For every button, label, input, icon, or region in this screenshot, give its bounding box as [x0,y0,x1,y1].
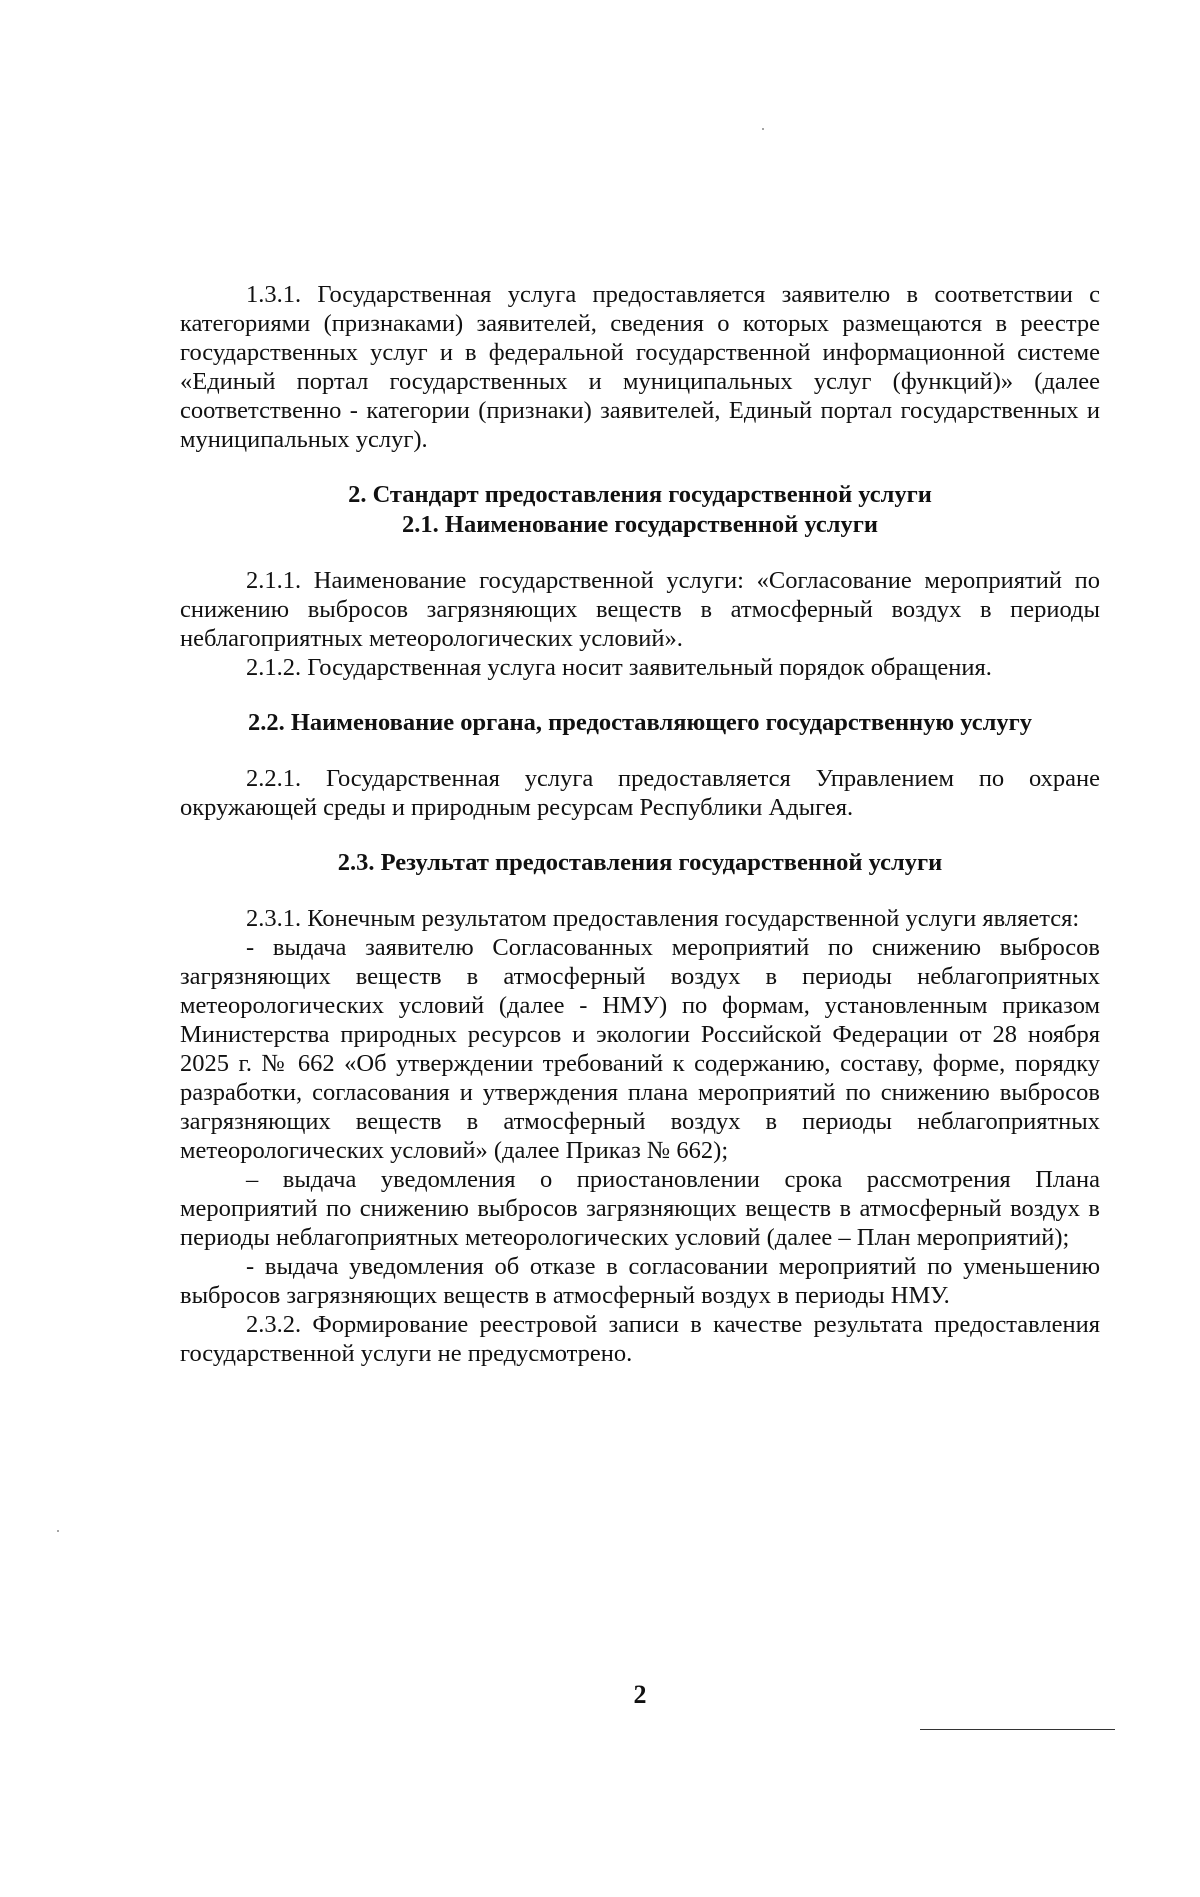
scan-speck [57,1530,59,1532]
document-body [180,280,1100,1368]
section-heading-2-1: 2.1. Наименование государственной услуги [402,511,878,538]
paragraph-2-3-1: 2.3.1. Конечным результатом предоставления государственной услуги является: [246,905,1080,932]
paragraph-2-2-1: 2.2.1. Государственная услуга предоставляется Управлением по охране окружающей среды и природным ресурсам Республики Адыгея. [180,765,1100,821]
list-item-result-1: - выдача заявителю Согласованных мероприятий по снижению выбросов загрязняющих веществ в атмосферный воздух в периоды неблагоприятных метеорологических условий (далее - НМУ) по формам, установленным приказом Министерства природных ресурсов и экологии Российской Федерации от 28 ноября 2025 г. № 662 «Об утверждении требований к содержанию, составу, форме, порядку разработки, согласования и утверждения плана мероприятий по снижению выбросов загрязняющих веществ в атмосферный воздух в периоды неблагоприятных метеорологических условий» (далее Приказ № 662); [180,934,1100,1164]
section-heading-2-3: 2.3. Результат предоставления государственной услуги [337,849,943,876]
paragraph-2-1-2: 2.1.2. Государственная услуга носит заявительный порядок обращения. [246,654,992,681]
paragraph-2-1-1: 2.1.1. Наименование государственной услуги: «Согласование мероприятий по снижению выбросов загрязняющих веществ в атмосферный воздух в периоды неблагоприятных метеорологических условий». [180,567,1100,652]
section-heading-2: 2. Стандарт предоставления государственной услуги [348,481,932,508]
page-number: 2 [633,1680,647,1709]
footer-rule [920,1729,1115,1730]
list-item-result-2: – выдача уведомления о приостановлении срока рассмотрения Плана мероприятий по снижению выбросов загрязняющих веществ в атмосферный воздух в периоды неблагоприятных метеорологических условий (далее – План мероприятий); [180,1166,1100,1251]
paragraph-2-3-2: 2.3.2. Формирование реестровой записи в качестве результата предоставления государственной услуги не предусмотрено. [180,1311,1100,1367]
list-item-result-3: - выдача уведомления об отказе в согласовании мероприятий по уменьшению выбросов загрязняющих веществ в атмосферный воздух в периоды НМУ. [180,1253,1100,1309]
scan-speck [762,128,764,130]
section-heading-2-2: 2.2. Наименование органа, предоставляющего государственную услугу [247,709,1033,736]
paragraph-1-3-1: 1.3.1. Государственная услуга предоставляется заявителю в соответствии с категориями (признаками) заявителей, сведения о которых размещаются в реестре государственных услуг и в федеральной государственной информационной системе «Единый портал государственных и муниципальных услуг (функций)» (далее соответственно - категории (признаки) заявителей, Единый портал государственных и муниципальных услуг). [180,281,1100,453]
